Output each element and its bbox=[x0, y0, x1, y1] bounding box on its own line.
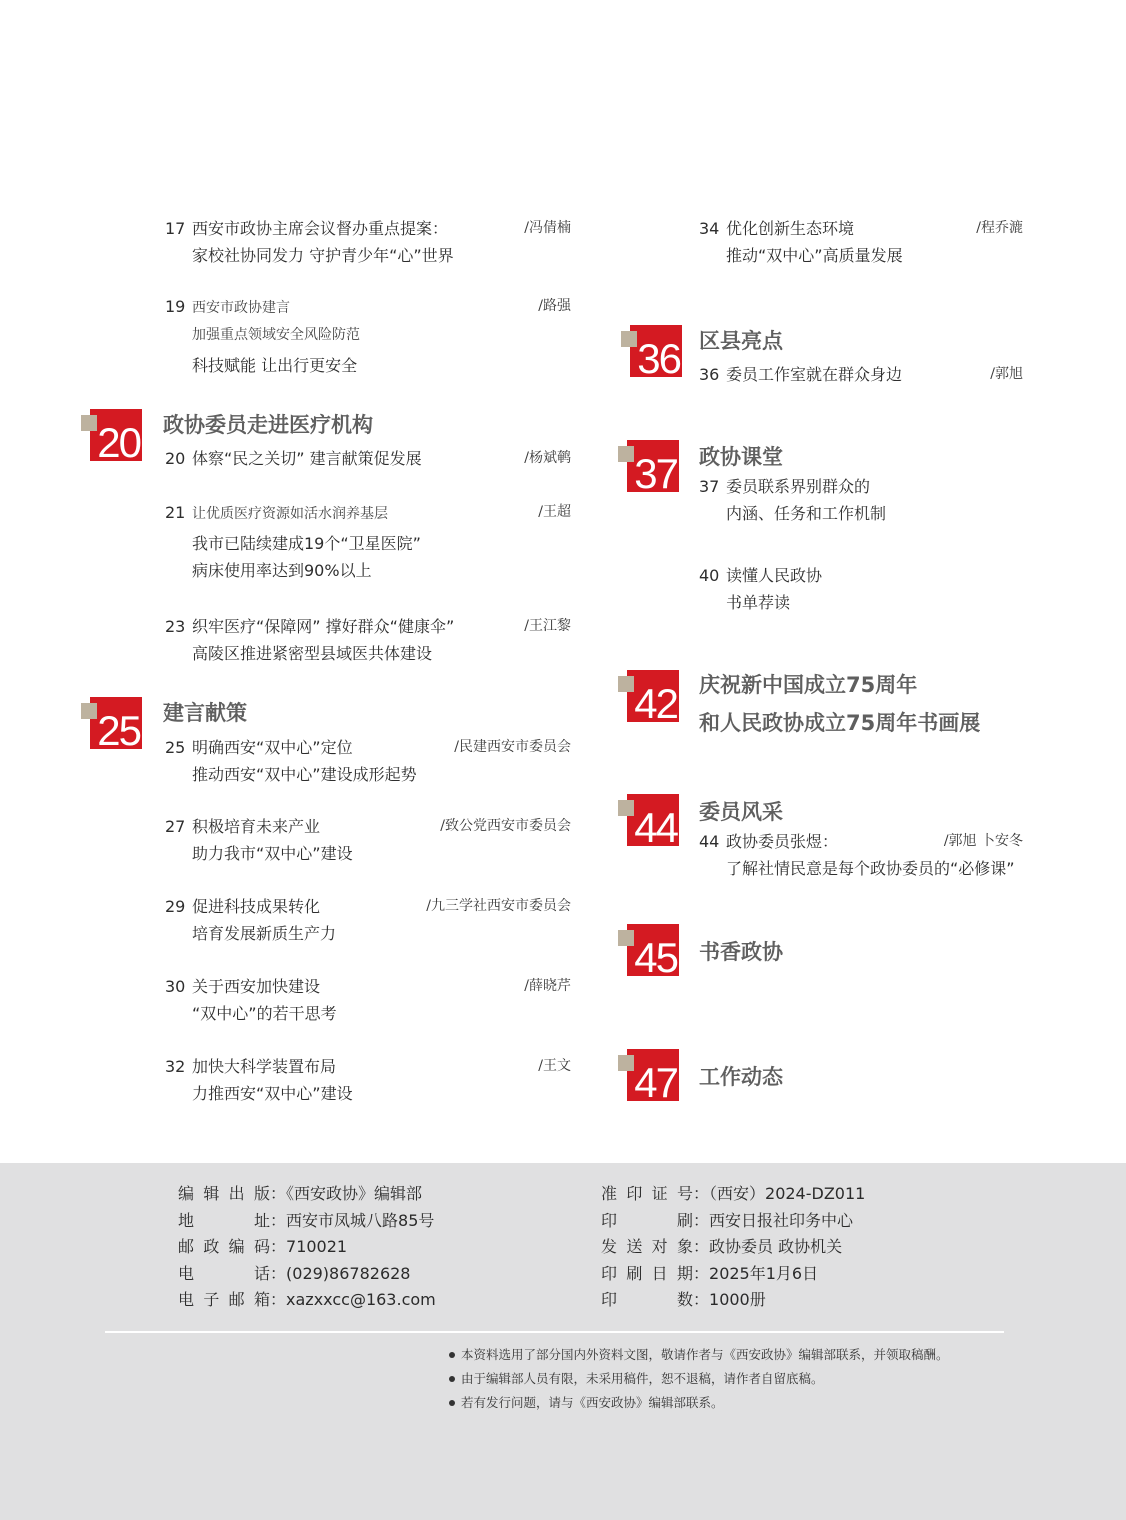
toc-entry-21[interactable]: 21 让优质医疗资源如活水润养基层 我市已陆续建成19个“卫星医院” 病床使用率达到90%以上 /王超 bbox=[165, 499, 571, 584]
section-badge-36: 36 bbox=[621, 325, 673, 377]
toc-entry-36[interactable]: 36 委员工作室就在群众身边 /郭旭 bbox=[699, 361, 1023, 388]
section-title-47[interactable]: 工作动态 bbox=[699, 1065, 783, 1089]
entry-author: /薛晓芹 bbox=[524, 978, 571, 994]
badge-square-icon bbox=[81, 703, 97, 719]
toc-entry-29[interactable]: 29 促进科技成果转化 培育发展新质生产力 /九三学社西安市委员会 bbox=[165, 893, 571, 947]
toc-entry-20[interactable]: 20 体察“民之关切” 建言献策促发展 /杨斌鹌 bbox=[165, 445, 571, 472]
toc-entry-34[interactable]: 34 优化创新生态环境 推动“双中心”高质量发展 /程乔漉 bbox=[699, 215, 1023, 269]
printing-info: 准印证号：（西安）2024-DZ011 印刷：西安日报社印务中心 发送对象：政协委员 政协机关 印刷日期：2025年1月6日 印数：1000册 bbox=[601, 1184, 866, 1309]
toc-entry-40[interactable]: 40 读懂人民政协 书单荐读 bbox=[699, 566, 823, 612]
section-title-20[interactable]: 政协委员走进医疗机构 bbox=[163, 413, 373, 437]
toc-entry-17[interactable]: 17 西安市政协主席会议督办重点提案： 家校社协同发力 守护青少年“心”世界 /冯倩楠 bbox=[165, 215, 571, 269]
toc-entry-30[interactable]: 30 关于西安加快建设 “双中心”的若干思考 /薛晓芹 bbox=[165, 973, 571, 1027]
section-badge-45: 45 bbox=[618, 924, 670, 976]
section-badge-20: 20 bbox=[81, 409, 133, 461]
entry-author: /程乔漉 bbox=[976, 220, 1023, 236]
notice-list bbox=[449, 1343, 949, 1415]
entry-author: /民建西安市委员会 bbox=[454, 739, 571, 755]
entry-author: /王超 bbox=[538, 504, 571, 520]
section-badge-47: 47 bbox=[618, 1049, 670, 1101]
notice-item: 由于编辑部人员有限，未采用稿件，恕不退稿，请作者自留底稿。 bbox=[449, 1367, 949, 1391]
section-title-37[interactable]: 政协课堂 bbox=[699, 445, 783, 469]
badge-square-icon bbox=[618, 676, 634, 692]
publisher-info: 编辑出版：《西安政协》编辑部 地址：西安市凤城八路85号 邮政编码：710021 电话：(029)86782628 电子邮箱：xazxxcc@163.com bbox=[178, 1184, 436, 1309]
toc-entry-23[interactable]: 23 织牢医疗“保障网” 撑好群众“健康伞” 高陵区推进紧密型县域医共体建设 /王江黎 bbox=[165, 613, 571, 667]
section-badge-37: 37 bbox=[618, 440, 670, 492]
section-title-36[interactable]: 区县亮点 bbox=[699, 329, 783, 353]
toc-entry-25[interactable]: 25 明确西安“双中心”定位 推动西安“双中心”建设成形起势 /民建西安市委员会 bbox=[165, 734, 571, 788]
notice-item: 若有发行问题，请与《西安政协》编辑部联系。 bbox=[449, 1391, 949, 1415]
badge-square-icon bbox=[621, 331, 637, 347]
entry-author: /王江黎 bbox=[524, 618, 571, 634]
section-title-42[interactable]: 庆祝新中国成立75周年 和人民政协成立75周年书画展 bbox=[699, 673, 981, 735]
section-title-45[interactable]: 书香政协 bbox=[699, 940, 783, 964]
colophon-footer bbox=[0, 1163, 1126, 1520]
entry-author: /王文 bbox=[538, 1058, 571, 1074]
footer-divider bbox=[105, 1331, 1004, 1333]
section-badge-42: 42 bbox=[618, 670, 670, 722]
entry-author: /郭旭 bbox=[990, 366, 1023, 382]
toc-entry-32[interactable]: 32 加快大科学装置布局 力推西安“双中心”建设 /王文 bbox=[165, 1053, 571, 1107]
entry-author: /路强 bbox=[538, 298, 571, 314]
entry-title: 西安市政协主席会议督办重点提案： bbox=[192, 219, 449, 238]
badge-square-icon bbox=[618, 1055, 634, 1071]
email-link[interactable]: xazxxcc@163.com bbox=[286, 1290, 436, 1309]
section-badge-44: 44 bbox=[618, 794, 670, 846]
entry-title: 西安市政协建言 bbox=[192, 300, 290, 316]
entry-author: /冯倩楠 bbox=[524, 220, 571, 236]
bullet-icon bbox=[449, 1376, 455, 1382]
toc-entry-19[interactable]: 19 西安市政协建言 加强重点领域安全风险防范 科技赋能 让出行更安全 /路强 bbox=[165, 293, 571, 379]
badge-square-icon bbox=[81, 415, 97, 431]
entry-author: /致公党西安市委员会 bbox=[440, 818, 571, 834]
section-title-25[interactable]: 建言献策 bbox=[163, 701, 247, 725]
entry-author: /九三学社西安市委员会 bbox=[426, 898, 571, 914]
toc-entry-27[interactable]: 27 积极培育未来产业 助力我市“双中心”建设 /致公党西安市委员会 bbox=[165, 813, 571, 867]
entry-author: /杨斌鹌 bbox=[524, 450, 571, 466]
notice-item: 本资料选用了部分国内外资料文图，敬请作者与《西安政协》编辑部联系，并领取稿酬。 bbox=[449, 1343, 949, 1367]
entry-author: /郭旭 卜安冬 bbox=[943, 833, 1023, 849]
bullet-icon bbox=[449, 1352, 455, 1358]
section-title-44[interactable]: 委员风采 bbox=[699, 800, 783, 824]
badge-square-icon bbox=[618, 930, 634, 946]
badge-square-icon bbox=[618, 446, 634, 462]
toc-entry-44[interactable]: 44 政协委员张煜： 了解社情民意是每个政协委员的“必修课” /郭旭 卜安冬 bbox=[699, 828, 1023, 882]
section-badge-25: 25 bbox=[81, 697, 133, 749]
toc-entry-37[interactable]: 37 委员联系界别群众的 内涵、任务和工作机制 bbox=[699, 477, 887, 523]
bullet-icon bbox=[449, 1400, 455, 1406]
badge-square-icon bbox=[618, 800, 634, 816]
